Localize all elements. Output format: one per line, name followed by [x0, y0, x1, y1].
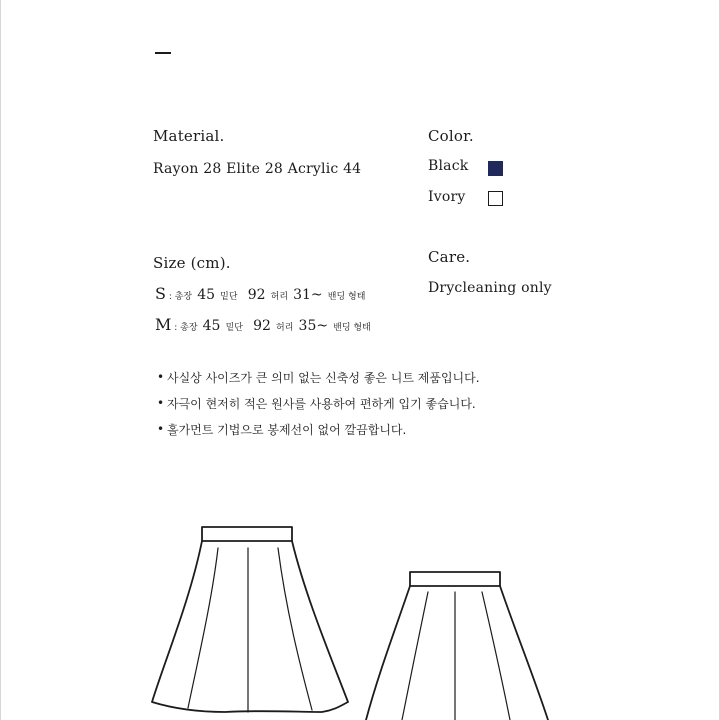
length-value: 45	[197, 287, 216, 303]
length-label: 총장	[174, 292, 193, 302]
size-letter: S	[155, 284, 166, 303]
waist-value: 31~	[293, 287, 323, 303]
skirt-sketch-back	[366, 572, 548, 720]
material-heading: Material.	[153, 127, 225, 145]
care-heading: Care.	[428, 248, 471, 266]
waist-label: 허리	[270, 292, 289, 302]
size-separator: :	[171, 323, 181, 333]
band-label: 밴딩 형태	[333, 323, 371, 333]
hem-label: 밑단	[225, 323, 243, 333]
waist-label: 허리	[276, 323, 294, 333]
note-text: 자극이 현저히 적은 원사를 사용하여 편하게 입기 좋습니다.	[167, 396, 476, 411]
note-text: 홀가먼트 기법으로 봉제선이 없어 깔끔합니다.	[167, 422, 407, 437]
material-value: Rayon 28 Elite 28 Acrylic 44	[153, 161, 362, 177]
size-separator: :	[165, 292, 175, 302]
waist-value: 35~	[298, 318, 329, 334]
skirt-sketch-front	[152, 527, 348, 712]
color-option-ivory-label: Ivory	[428, 189, 466, 205]
band-label: 밴딩 형태	[327, 292, 366, 302]
hem-label: 밑단	[220, 292, 238, 302]
size-letter: M	[155, 315, 172, 334]
bullet-marker: •	[157, 396, 165, 410]
hem-value: 92	[253, 318, 271, 334]
care-value: Drycleaning only	[428, 280, 552, 296]
length-label: 총장	[180, 323, 198, 333]
color-option-black-label: Black	[428, 158, 469, 174]
note-text: 사실상 사이즈가 큰 의미 없는 신축성 좋은 니트 제품입니다.	[167, 370, 480, 385]
length-value: 45	[202, 318, 221, 334]
color-heading: Color.	[428, 127, 474, 145]
size-heading: Size (cm).	[153, 254, 231, 272]
bullet-marker: •	[157, 370, 165, 384]
hem-value: 92	[247, 287, 266, 303]
bullet-marker: •	[157, 422, 165, 436]
